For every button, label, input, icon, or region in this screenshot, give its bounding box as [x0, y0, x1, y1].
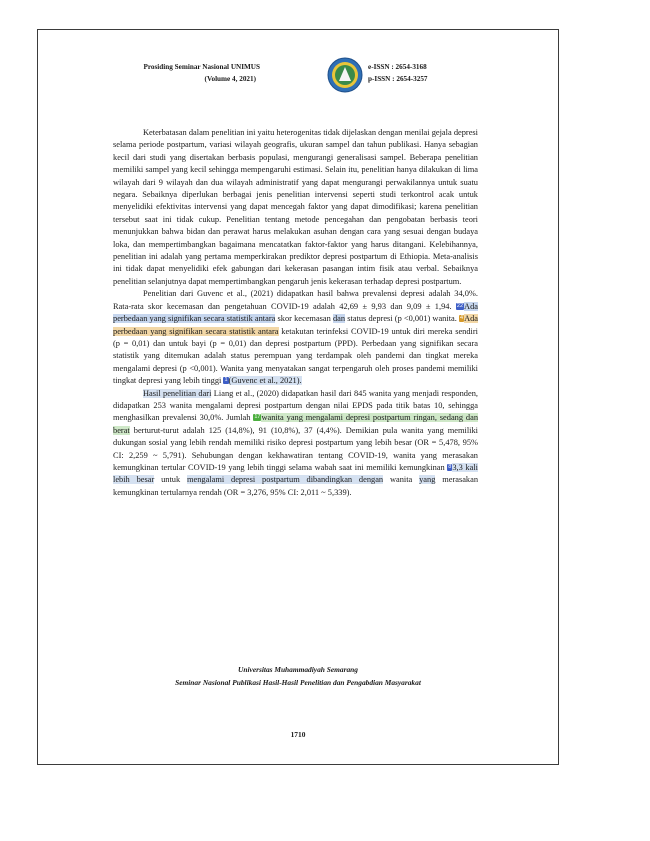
highlight-light-blue[interactable]: 3,3 kali lebih besar [113, 462, 478, 485]
university-name: Universitas Muhammadiyah Semarang [238, 665, 358, 674]
highlight-light-blue[interactable]: Hasil penelitian dari [143, 388, 212, 398]
highlight-green[interactable]: wanita yang mengalami depresi postpartum ringan, sedang dan berat [113, 413, 479, 435]
paragraph-guvenc [113, 288, 478, 387]
highlight-blue[interactable]: dan [332, 314, 346, 324]
text-span: untuk [161, 475, 181, 485]
text-span: ketakutan terinfeksi COVID-19 untuk diri mereka sendiri (p = 0,01) dan untuk bayi (p = 0,01) dan depresi postpartum (PPD). Perbedaan yang signifikan secara statistik yang ditemukan adalah status perempuan yang terdampak oleh pandemi dan tingkat mereka mengalami depresi (p <0,001). Wanita yang menyatakan sangat terpengaruh oleh proses pandemi memiliki tingkat depresi yang lebih tinggi [113, 326, 478, 386]
annotation-marker[interactable]: 17 [254, 414, 261, 421]
paragraph-limitations: Keterbatasan dalam penelitian ini yaitu heterogenitas tidak dijelaskan dengan menilai gejala depresi selama periode postpartum, variasi wilayah geografis, ukuran sampel dan tahun publikasi. Hanya sebagian kecil dari studi yang disertakan berbasis populasi, mengurangi generalisasi sampel. Beberapa penelitian memiliki sampel yang kecil sehingga mempengaruhi estimasi. Selain itu, penelitian hanya dilakukan di lima wilayah dari 9 wilayah dan dua wilayah administratif yang dapat mengurangi perwakilannya untuk suatu negara. Sebaiknya diperlukan berbagai jenis penelitian intervensi seperti studi terkontrol acak untuk menyelidiki efektivitas intervensi yang dapat mencegah faktor yang dapat dimodifikasi; karena penelitian tersebut saat ini tidak cukup. Penelitian tentang metode pencegahan dan pengobatan berbasis teori menunjukkan bahwa bidan dan perawat harus melakukan asuhan dengan cara yang sesuai dengan budaya loka, dan mempertimbangkan bagaimana mencatatkan faktor-faktor yang harus ditangani. Kelebihannya, penelitian ini adalah yang pertama memperkirakan prediktor depresi postpartum di Ethiopia. Meta-analisis ini tidak dapat menyelidiki efek gabungan dari kekerasan pasangan intim fisik atau verbal. Sebaiknya penelitian selanjutnya dapat mempertimbangkan pengaruh jenis kekerasan terhadap depresi postpartum. [113, 128, 478, 286]
text-span: Liang et al., (2020) didapatkan hasil dari 845 wanita yang menjadi responden, didapatkan 253 wanita mengalami depresi postpartum dengan nilai EPDS pada titik batas 10, sehingga menghasilkan prevalensi 30,0%. Jumlah [113, 388, 478, 423]
page-header [38, 57, 558, 97]
text-span: skor kecemasan [277, 314, 331, 324]
annotation-marker[interactable]: 22 [456, 302, 464, 309]
text-span: status depresi (p <0,001) wanita. [347, 314, 457, 324]
highlight-blue[interactable]: Ada perbedaan yang signifikan secara statistik antara [113, 301, 478, 324]
highlight-orange[interactable]: Ada perbedaan yang signifikan secara statistik antara [113, 314, 479, 336]
highlight-light-blue[interactable]: (Guvenc et al., 2021). [228, 376, 302, 386]
annotation-marker[interactable]: 1 [224, 377, 228, 384]
text-span: wanita [389, 475, 413, 485]
text-span: merasakan kemungkinan tertularnya rendah (OR = 3,276, 95% CI: 2,011 ~ 5,339). [113, 475, 479, 497]
p-issn: p-ISSN : 2654-3257 [368, 75, 428, 83]
proceedings-title: Prosiding Seminar Nasional UNIMUS [143, 63, 260, 71]
text-span: Penelitian dari Guvenc et al., (2021) didapatkan hasil bahwa prevalensi depresi adalah 34,0%. Rata-rata skor kecemasan dan pengetahuan COVID-19 adalah 42,69 ± 9,93 dan 9,09 ± 1,94. [113, 289, 478, 311]
header-right [368, 61, 428, 85]
highlight-light-blue[interactable]: mengalami depresi postpartum dibandingkan dengan [186, 475, 384, 485]
document-page [37, 29, 559, 765]
page-number: 1710 [290, 730, 306, 739]
highlight-light-blue[interactable]: yang [419, 475, 436, 485]
e-issn: e-ISSN : 2654-3168 [368, 63, 427, 71]
header-left [143, 61, 260, 85]
volume-label: (Volume 4, 2021) [204, 75, 256, 83]
unimus-seal-icon [327, 57, 363, 93]
annotation-marker[interactable]: 8 [448, 463, 452, 470]
body-text [113, 127, 478, 499]
text-span: berturut-turut adalah 125 (14,8%), 91 (10,8%), 37 (4,4%). Demikian pula wanita yang memiliki dukungan sosial yang lebih rendah memiliki risiko depresi postpartum yang lebih besar (OR = 5,478, 95% CI: 2,259 ~ 5,791). Sehubungan dengan kekhawatiran tentang COVID-19, wanita yang merasakan kemungkinan tertular COVID-19 yang lebih tinggi selama wabah saat ini memiliki kemungkinan [113, 425, 478, 472]
annotation-marker[interactable]: 4 [460, 315, 464, 322]
paragraph-liang [113, 388, 478, 500]
seminar-name: Seminar Nasional Publikasi Hasil-Hasil Penelitian dan Pengabdian Masyarakat [175, 678, 421, 687]
page-footer [38, 663, 558, 689]
